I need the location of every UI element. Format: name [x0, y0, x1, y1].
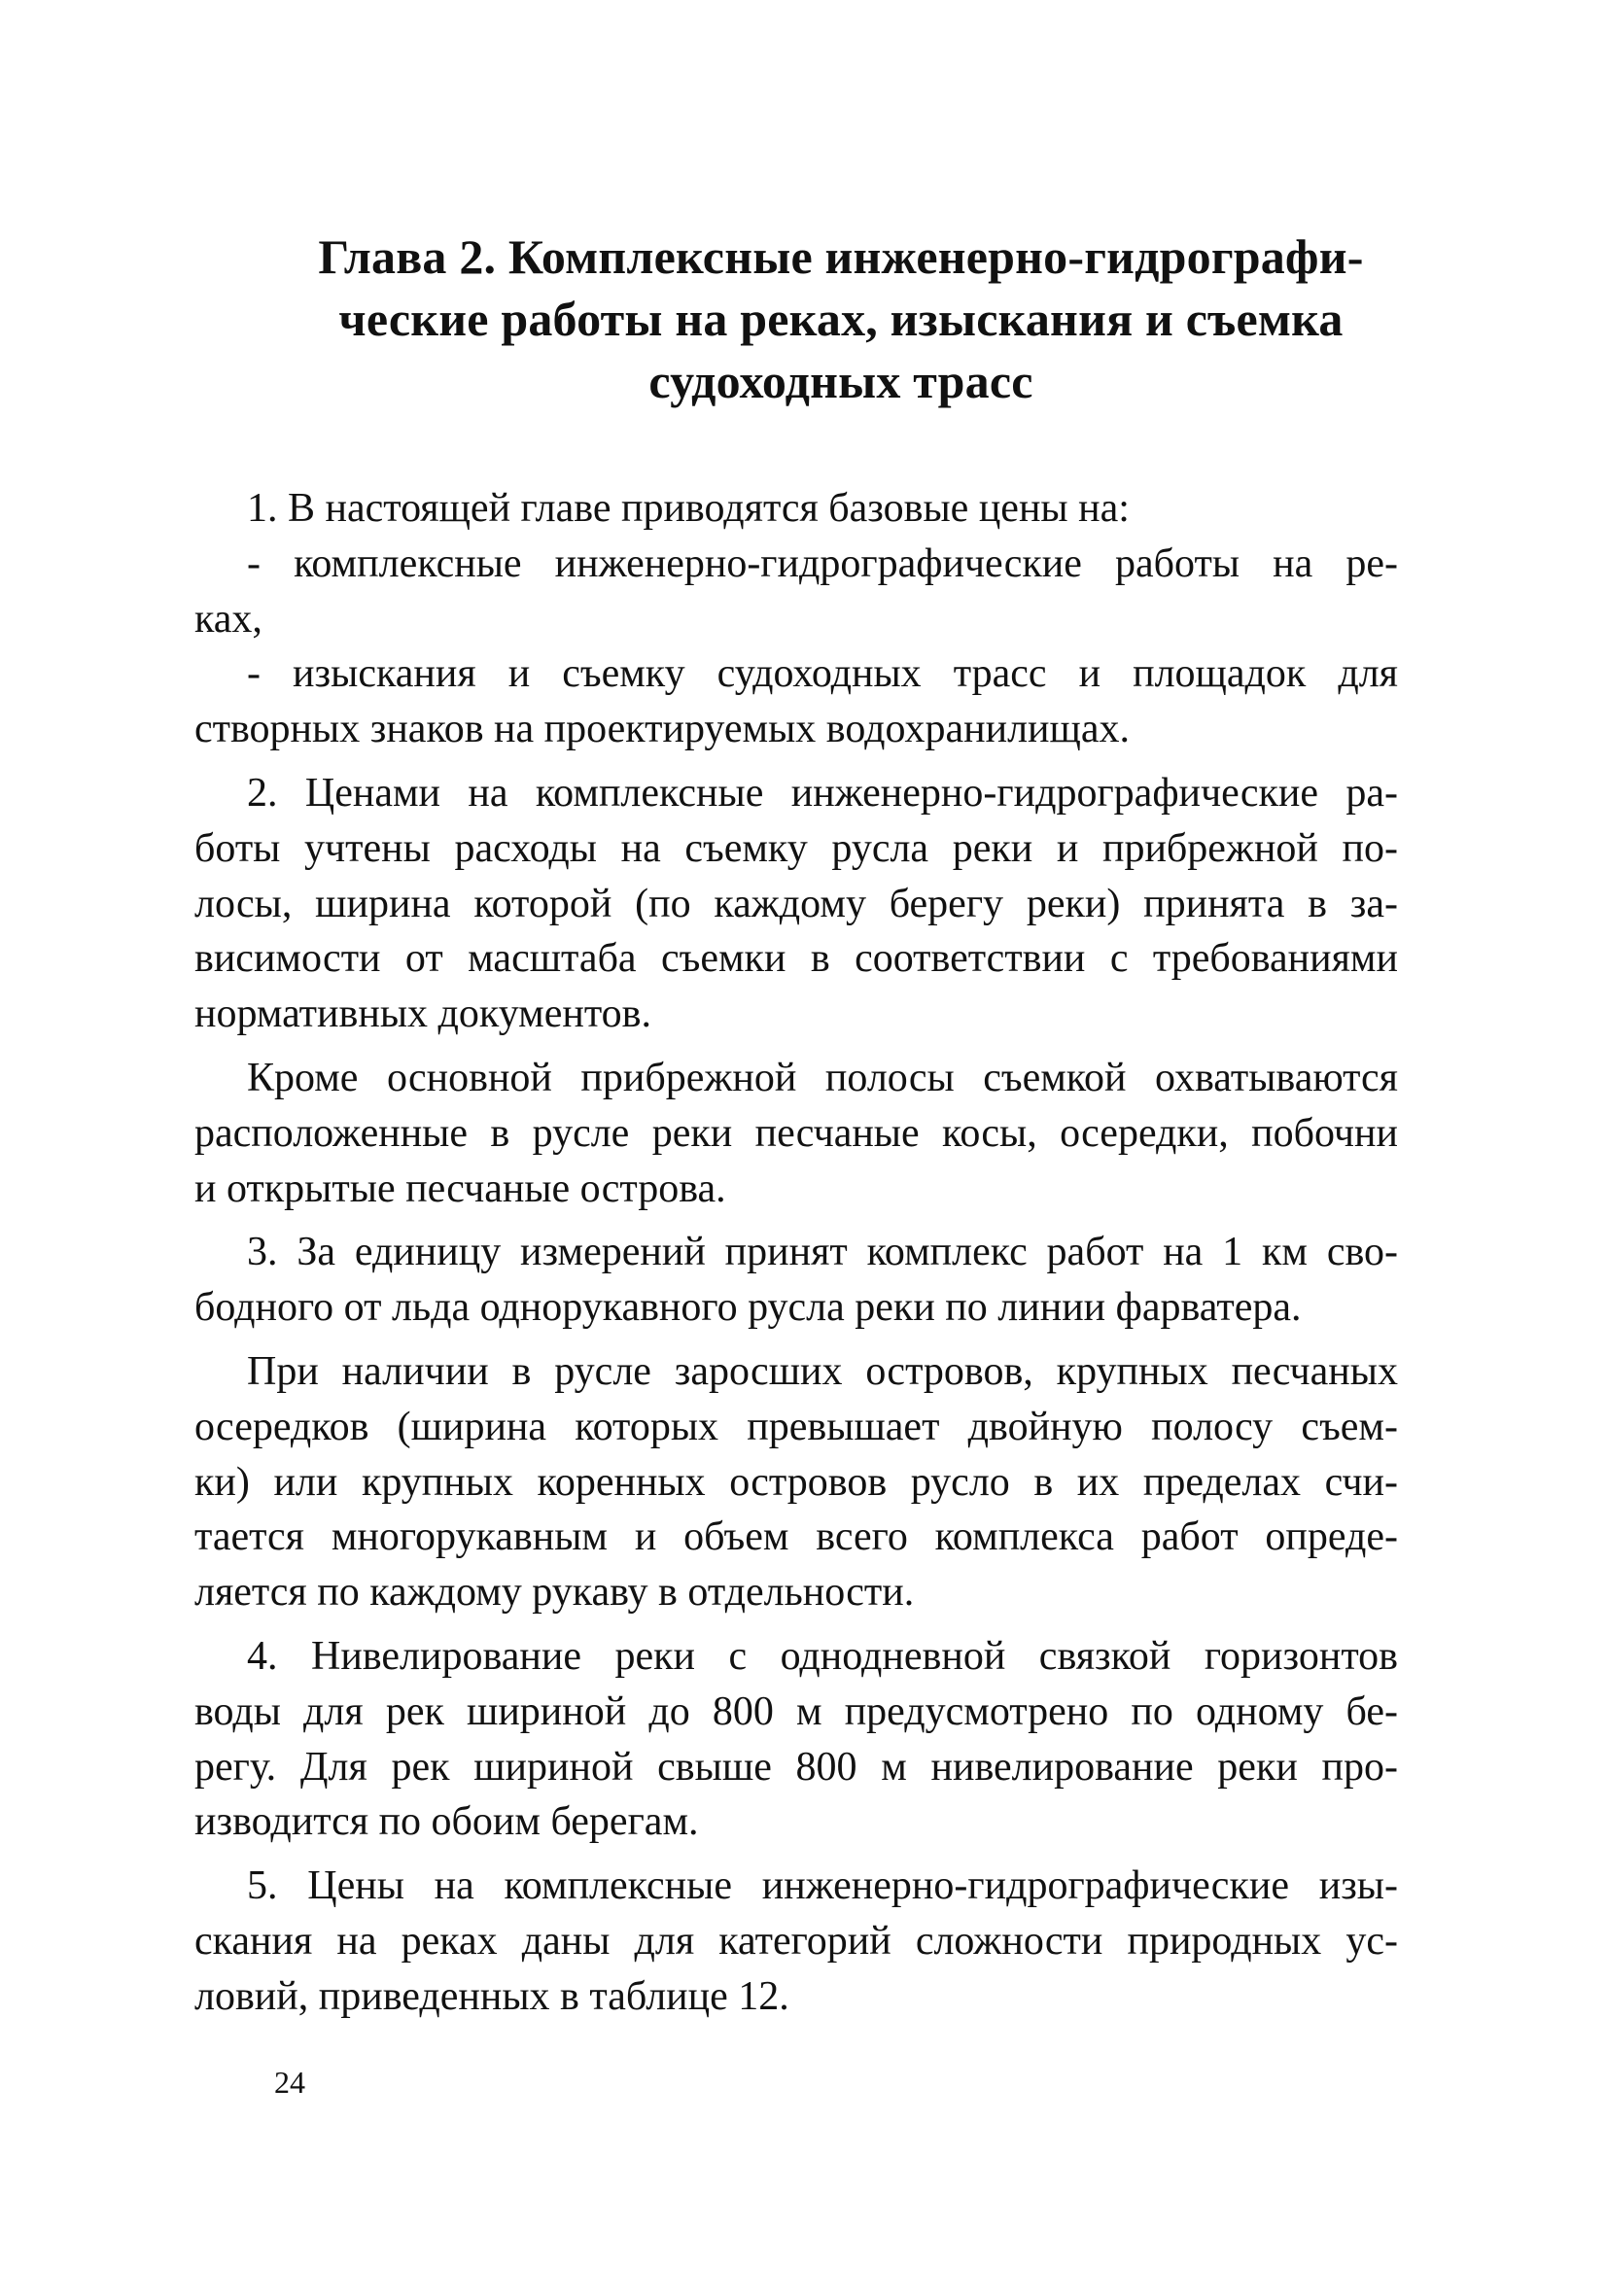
- paragraph-5: [194, 1859, 1398, 2024]
- text-line: створных знаков на проектируемых водохранилищах.: [194, 707, 1130, 752]
- text-line: 4. Нивелирование реки с однодневной связкой горизонтов: [247, 1633, 1398, 1679]
- text-line: осередков (ширина которых превышает двойную полосу съем-: [194, 1404, 1398, 1449]
- page-number: 24: [274, 2065, 305, 2100]
- text-line: ки) или крупных коренных островов русло в их пределах счи-: [194, 1459, 1398, 1505]
- text-line: тается многорукавным и объем всего комплекса работ опреде-: [194, 1514, 1398, 1560]
- text-line: боты учтены расходы на съемку русла реки и прибрежной по-: [194, 825, 1398, 871]
- text-line: нормативных документов.: [194, 991, 651, 1037]
- chapter-title-line: судоходных трасс: [648, 354, 1033, 408]
- list-item-river-works: [194, 537, 1398, 647]
- text-line: бодного от льда однорукавного русла реки по линии фарватера.: [194, 1285, 1302, 1331]
- text-line: ловий, приведенных в таблице 12.: [194, 1973, 789, 2019]
- text-line: изводится по обоим берегам.: [194, 1799, 699, 1845]
- text-line: расположенные в русле реки песчаные косы, осередки, побочни: [194, 1110, 1398, 1156]
- chapter-title: [292, 226, 1390, 412]
- text-line: 3. За единицу измерений принят комплекс работ на 1 км сво-: [247, 1230, 1398, 1275]
- text-line: - изыскания и съемку судоходных трасс и площадок для: [247, 651, 1398, 697]
- text-line: Кроме основной прибрежной полосы съемкой охватываются: [247, 1055, 1398, 1100]
- paragraph-1-intro: [194, 481, 1398, 537]
- text-line: При наличии в русле заросших островов, крупных песчаных: [247, 1348, 1398, 1394]
- paragraph-4: [194, 1629, 1398, 1850]
- text-line: - комплексные инженерно-гидрографические работы на ре-: [247, 540, 1398, 586]
- chapter-title-line: Глава 2. Комплексные инженерно-гидрографи-: [318, 229, 1364, 284]
- list-item-surveys: [194, 646, 1398, 757]
- text-line: воды для рек шириной до 800 м предусмотрено по одному бе-: [194, 1688, 1398, 1734]
- paragraph-2: [194, 766, 1398, 1042]
- paragraph-3-continued: [194, 1344, 1398, 1620]
- chapter-title-line: ческие работы на реках, изыскания и съемка: [338, 292, 1344, 346]
- paragraph-2-continued: [194, 1051, 1398, 1216]
- paragraph-3: [194, 1225, 1398, 1336]
- text-line: висимости от масштаба съемки в соответствии с требованиями: [194, 936, 1398, 982]
- text-line: ках,: [194, 596, 262, 642]
- text-line: регу. Для рек шириной свыше 800 м нивелирование реки про-: [194, 1744, 1398, 1790]
- body-text: [194, 481, 1398, 2034]
- text-line: 5. Цены на комплексные инженерно-гидрографические изы-: [247, 1863, 1398, 1909]
- text-line: 2. Ценами на комплексные инженерно-гидрографические ра-: [247, 770, 1398, 816]
- text-line: и открытые песчаные острова.: [194, 1165, 726, 1211]
- text-line: 1. В настоящей главе приводятся базовые цены на:: [247, 486, 1130, 531]
- text-line: скания на реках даны для категорий сложности природных ус-: [194, 1918, 1398, 1964]
- text-line: ляется по каждому рукаву в отдельности.: [194, 1570, 915, 1616]
- text-line: лосы, ширина которой (по каждому берегу реки) принята в за-: [194, 881, 1398, 926]
